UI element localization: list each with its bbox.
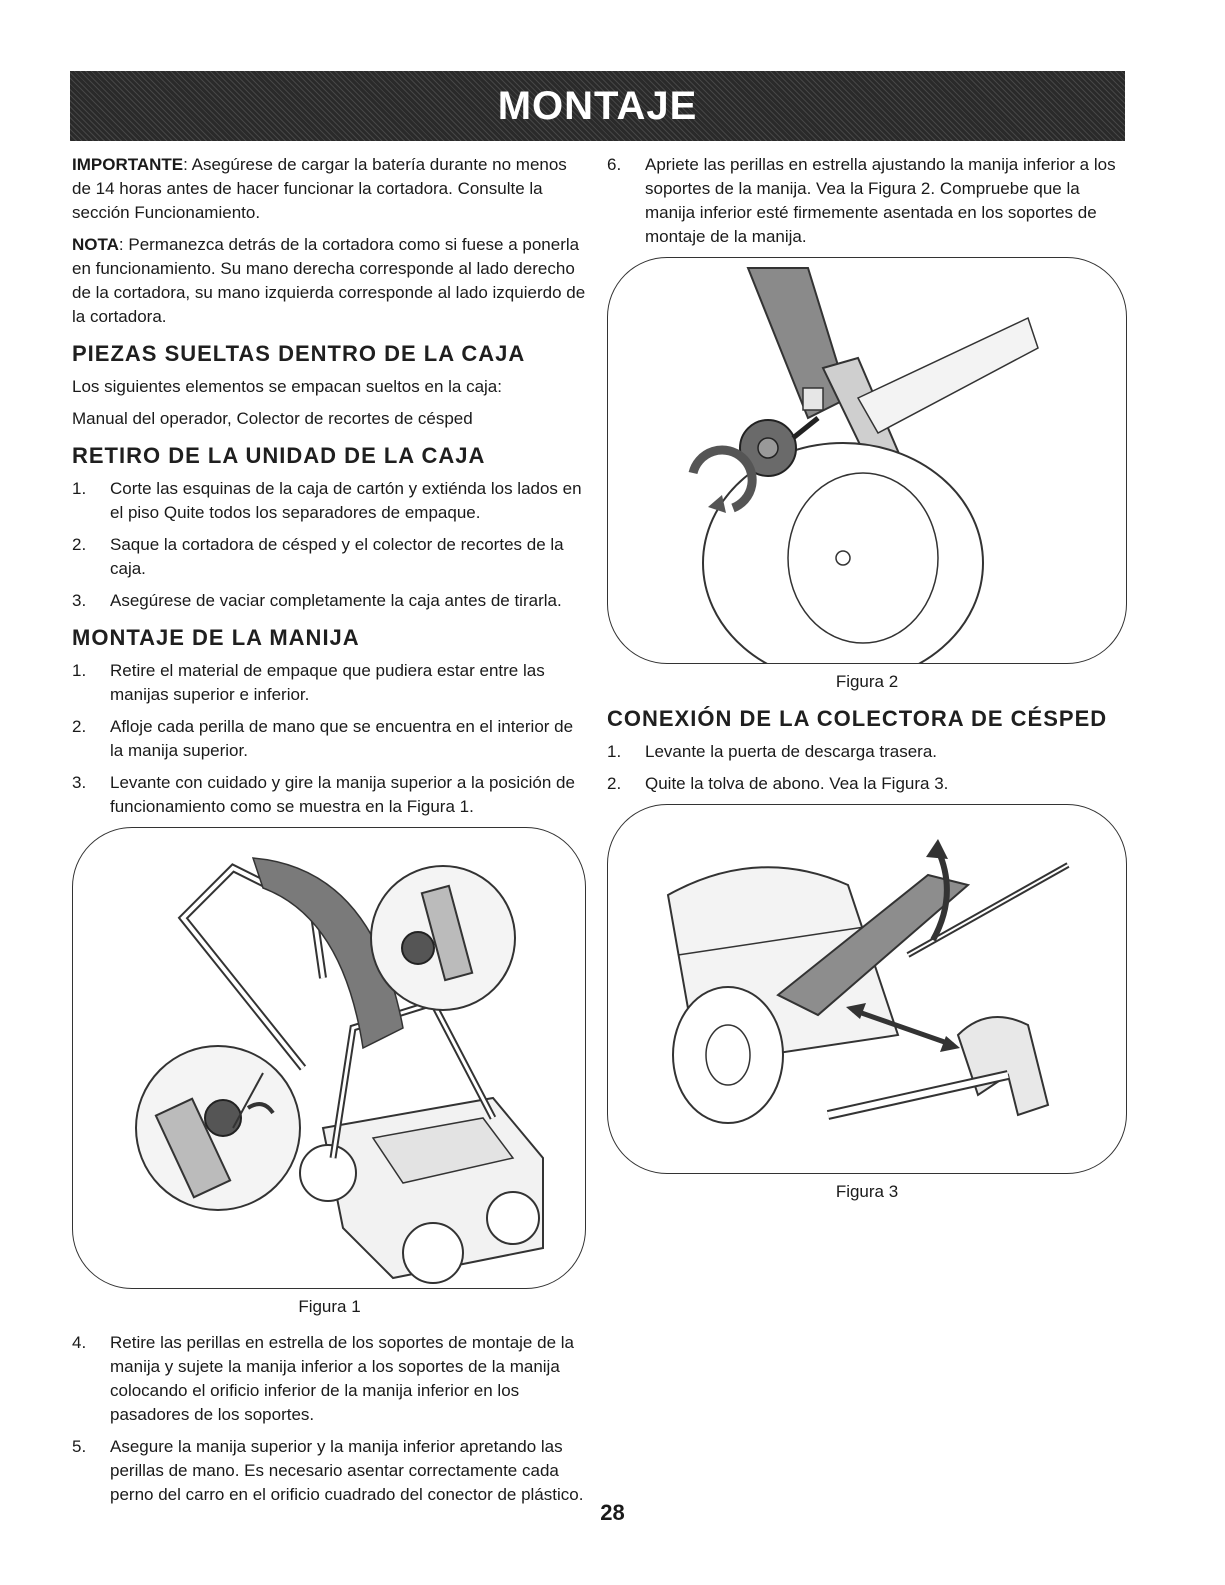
item-text: Apriete las perillas en estrella ajustando la manija inferior a los soportes de la manija. Vea la Figura 2. Compruebe que la manija inferior esté firmemente asentada en los soportes de montaje de la manija. <box>645 155 1116 246</box>
page-number: 28 <box>600 1500 625 1525</box>
list-item <box>72 1435 587 1507</box>
section-banner <box>70 71 1125 141</box>
item-text: Levante la puerta de descarga trasera. <box>645 742 938 761</box>
figure-1-illustration <box>72 827 586 1289</box>
left-column <box>72 153 587 1515</box>
item-text: Retire las perillas en estrella de los soportes de montaje de la manija y sujete la manija inferior a los soportes de la manija colocando el orificio inferior de la manija inferior en los pasadores de los soportes. <box>110 1333 574 1424</box>
item-number: 6. <box>607 155 622 174</box>
nota-label: NOTA <box>72 235 119 254</box>
retiro-list <box>72 477 587 613</box>
list-item <box>607 153 1127 249</box>
item-text: Retire el material de empaque que pudiera estar entre las manijas superior e inferior. <box>110 661 545 704</box>
item-number: 4. <box>72 1333 87 1352</box>
item-text: Corte las esquinas de la caja de cartón y extiénda los lados en el piso Quite todos los separadores de empaque. <box>110 479 582 522</box>
list-item <box>72 659 587 707</box>
montaje-manija-heading: MONTAJE DE LA MANIJA <box>72 625 360 650</box>
item-text: Saque la cortadora de césped y el colector de recortes de la caja. <box>110 535 564 578</box>
conexion-list <box>607 740 1127 796</box>
list-item <box>72 533 587 581</box>
nota-paragraph <box>72 233 587 329</box>
figure-1-caption: Figura 1 <box>298 1297 361 1316</box>
list-item <box>72 589 587 613</box>
piezas-text-1: Los siguientes elementos se empacan sueltos en la caja: <box>72 377 502 396</box>
item-text: Levante con cuidado y gire la manija superior a la posición de funcionamiento como se muestra en la Figura 1. <box>110 773 575 816</box>
banner-title: MONTAJE <box>497 83 698 128</box>
item-text: Asegúrese de vaciar completamente la caja antes de tirarla. <box>110 591 562 610</box>
item-text: Asegure la manija superior y la manija inferior apretando las perillas de mano. Es necesario asentar correctamente cada perno del carro en el orificio cuadrado del conector de plástico. <box>110 1437 584 1504</box>
retiro-heading: RETIRO DE LA UNIDAD DE LA CAJA <box>72 443 486 468</box>
piezas-text-2: Manual del operador, Colector de recortes de césped <box>72 409 473 428</box>
list-item <box>607 772 1127 796</box>
right-column <box>607 153 1127 1216</box>
item-text: Afloje cada perilla de mano que se encuentra en el interior de la manija superior. <box>110 717 574 760</box>
figure-2-illustration <box>607 257 1127 664</box>
item-number: 3. <box>72 591 87 610</box>
item-number: 3. <box>72 773 87 792</box>
item-number: 1. <box>72 661 87 680</box>
list-item <box>72 715 587 763</box>
item-number: 2. <box>72 717 87 736</box>
figure-3-caption: Figura 3 <box>835 1182 899 1201</box>
nota-text: : Permanezca detrás de la cortadora como si fuese a ponerla en funcionamiento. Su mano derecha corresponde al lado derecho de la cortadora, su mano izquierda corresponde al lado izquierdo de la cortadora. <box>72 235 586 326</box>
montaje-list-step-6 <box>607 153 1127 249</box>
item-number: 5. <box>72 1437 87 1456</box>
item-number: 1. <box>72 479 87 498</box>
mulch-plug-illustration <box>608 805 1126 1173</box>
list-item <box>72 477 587 525</box>
list-item <box>72 771 587 819</box>
importante-label: IMPORTANTE <box>72 155 184 174</box>
figure-2-caption: Figura 2 <box>835 672 899 691</box>
piezas-heading: PIEZAS SUELTAS DENTRO DE LA CAJA <box>72 341 526 366</box>
montaje-list <box>72 659 587 819</box>
conexion-heading: CONEXIÓN DE LA COLECTORA DE CÉSPED <box>607 706 1108 731</box>
item-number: 2. <box>72 535 87 554</box>
star-knob-illustration <box>608 258 1126 663</box>
item-number: 1. <box>607 742 622 761</box>
item-number: 2. <box>607 774 622 793</box>
importante-text: : Asegúrese de cargar la batería durante no menos de 14 horas antes de hacer funcionar la cortadora. Consulte la sección Funcionamiento. <box>72 155 567 222</box>
list-item <box>72 1331 587 1427</box>
mower-handle-illustration <box>73 828 585 1288</box>
list-item <box>607 740 1127 764</box>
montaje-list-continued <box>72 1331 587 1507</box>
item-text: Quite la tolva de abono. Vea la Figura 3. <box>645 774 949 793</box>
importante-paragraph <box>72 153 587 225</box>
figure-3-illustration <box>607 804 1127 1174</box>
